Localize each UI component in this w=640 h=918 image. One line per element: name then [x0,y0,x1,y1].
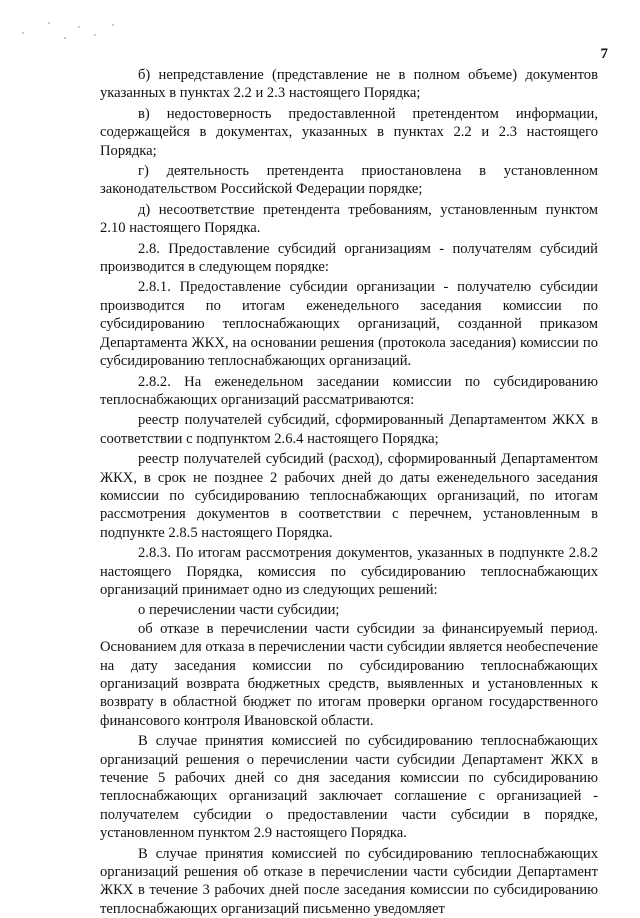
scan-speck [22,32,24,34]
paragraph-decision-transfer: о перечислении части субсидии; [138,602,340,619]
paragraph-clause-b: б) непредставление (представление не в полном объеме) документов указанных в пунктах 2.2 и 2.3 настоящего Порядка; [100,67,598,102]
scan-speck [94,34,96,36]
paragraph-clause-d: д) несоответствие претендента требованиям, установленным пунктом 2.10 настоящего Порядка. [100,201,598,237]
scan-speck [78,26,80,28]
paragraph-2-8-3: 2.8.3. По итогам рассмотрения документов, указанных в подпункте 2.8.2 настоящего Порядка, комиссия по субсидированию теплоснабжающих организаций принимает одно из следующих решений: [100,545,598,598]
scan-speck [112,24,114,26]
page-number: 7 [600,46,608,62]
paragraph-clause-v: в) недостоверность предоставленной претендентом информации, содержащейся в документах, указанных в пунктах 2.2 и 2.3 настоящего Порядка; [100,105,598,159]
paragraph-clause-g: г) деятельность претендента приостановлена в установленном законодательством Российской Федерации порядке; [100,163,598,198]
paragraph-2-8: 2.8. Предоставление субсидий организациям - получателям субсидий производится в следующем порядке: [100,240,598,276]
paragraph-case-transfer: В случае принятия комиссией по субсидированию теплоснабжающих организаций решения о перечислении части субсидии Департамент ЖКХ в течение 5 рабочих дней со дня заседания комиссии по субсидированию теплоснабжающих организаций заключает соглашение с организацией - получателем субсидии о предоставлении части субсидии в порядке, установленном пунктом 2.9 настоящего Порядка. [100,733,598,842]
paragraph-decision-refusal: об отказе в перечислении части субсидии за финансируемый период. Основанием для отказа в перечислении части субсидии является необеспечение на дату заседания комиссии по субсидированию теплоснабжающих организаций возврата бюджетных средств, выявленных и установленных к возврату в областной бюджет по итогам проверки органом государственного финансового контроля Ивановской области. [100,620,598,729]
paragraph-2-8-2: 2.8.2. На еженедельном заседании комиссии по субсидированию теплоснабжающих организаций рассматриваются: [100,373,598,408]
scan-speck [64,37,66,39]
document-body [100,66,598,918]
paragraph-case-refusal: В случае принятия комиссией по субсидированию теплоснабжающих организаций решения об отказе в перечислении части субсидии Департамент ЖКХ в течение 3 рабочих дней после заседания комиссии по субсидированию теплоснабжающих организаций письменно уведомляет [100,845,598,917]
paragraph-registry-expense: реестр получателей субсидий (расход), сформированный Департаментом ЖКХ, в срок не позднее 2 рабочих дней до даты еженедельного заседания комиссии по субсидированию теплоснабжающих организаций, по итогам рассмотрения документов в соответствии с перечнем, установленным в подпункте 2.8.5 настоящего Порядка. [100,451,598,541]
scan-speck [48,22,50,24]
paragraph-2-8-1: 2.8.1. Предоставление субсидии организации - получателю субсидии производится по итогам еженедельного заседания комиссии по субсидированию теплоснабжающих организаций, созданной приказом Департамента ЖКХ, на основании решения (протокола заседания) комиссии по субсидированию теплоснабжающих организаций. [100,279,598,370]
paragraph-registry-recipients: реестр получателей субсидий, сформированный Департаментом ЖКХ в соответствии с подпунктом 2.6.4 настоящего Порядка; [100,412,598,447]
